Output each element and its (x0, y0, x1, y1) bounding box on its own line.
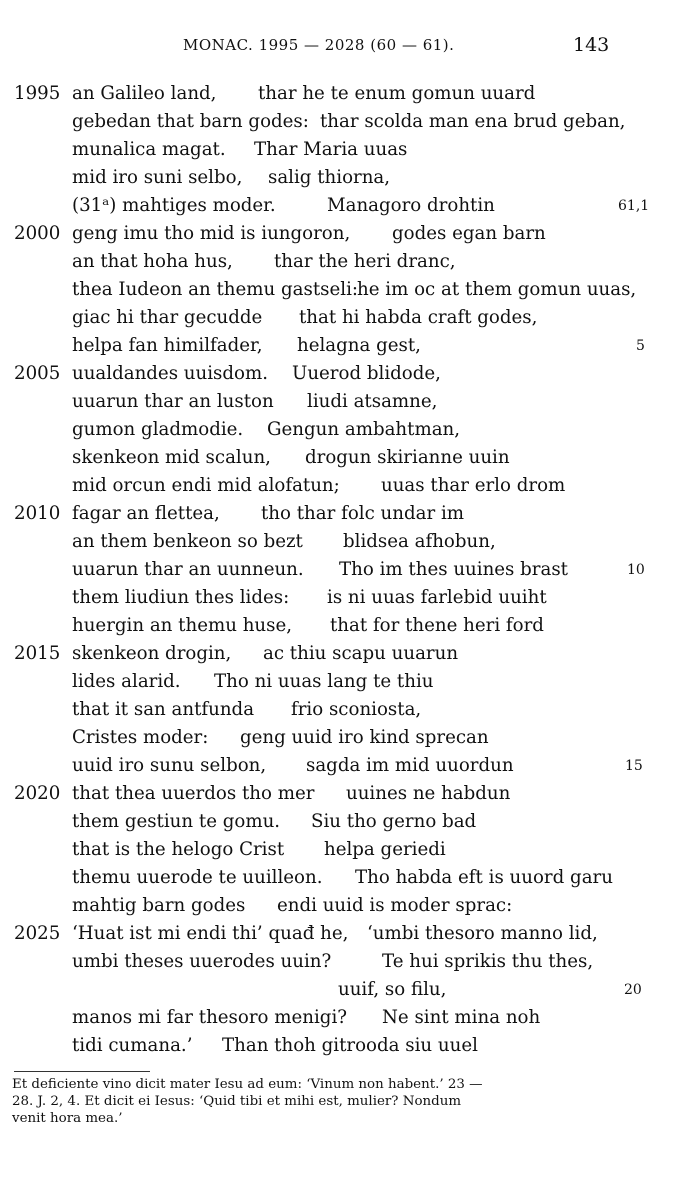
second-half-line: Te hui sprikis thu thes, (382, 951, 594, 972)
second-half-line: sagda im mid uuordun (306, 755, 514, 776)
page-number: 143 (573, 34, 610, 56)
first-half-line: skenkeon drogin, (72, 643, 232, 664)
second-half-line: uuif, so filu, (338, 979, 447, 1000)
verse-line (0, 472, 687, 500)
second-half-line: Uuerod blidode, (292, 363, 441, 384)
second-half-line: tho thar folc undar im (261, 503, 465, 524)
second-half-line: he im oc at them gomun uuas, (357, 279, 637, 300)
verse-line (0, 892, 687, 920)
first-half-line: umbi theses uuerodes uuin? (72, 951, 332, 972)
verse-line (0, 192, 687, 220)
margin-note: 15 (625, 758, 643, 774)
second-half-line: thar he te enum gomun uuard (258, 83, 536, 104)
second-half-line: Tho im thes uuines brast (339, 559, 568, 580)
verse-line (0, 304, 687, 332)
second-half-line: ‘umbi thesoro manno lid, (367, 923, 598, 944)
first-half-line: an Galileo land, (72, 83, 217, 104)
verse-line (0, 276, 687, 304)
first-half-line: mid iro suni selbo, (72, 167, 243, 188)
footnote-line: venit hora mea.’ (12, 1111, 123, 1126)
margin-note: 61,1 (618, 198, 650, 214)
footnote-line: Et deficiente vino dicit mater Iesu ad eum: ‘Vinum non habent.’ 23 — (12, 1077, 483, 1092)
verse-line (0, 220, 687, 248)
first-half-line: helpa fan himilfader, (72, 335, 263, 356)
second-half-line: thar the heri dranc, (274, 251, 456, 272)
second-half-line: Managoro drohtin (327, 195, 495, 216)
first-half-line: huergin an themu huse, (72, 615, 293, 636)
line-number: 2020 (14, 783, 61, 804)
first-half-line: (31ᵃ) mahtiges moder. (72, 195, 276, 216)
first-half-line: themu uuerode te uuilleon. (72, 867, 323, 888)
first-half-line: mahtig barn godes (72, 895, 246, 916)
second-half-line: godes egan barn (392, 223, 546, 244)
verse-line (0, 360, 687, 388)
first-half-line: lides alarid. (72, 671, 181, 692)
verse-line (0, 164, 687, 192)
first-half-line: munalica magat. (72, 139, 226, 160)
verse-line (0, 108, 687, 136)
second-half-line: blidsea afhobun, (343, 531, 496, 552)
line-number: 2010 (14, 503, 61, 524)
verse-line (0, 1032, 687, 1060)
second-half-line: salig thiorna, (268, 167, 391, 188)
first-half-line: uuarun thar an uunneun. (72, 559, 304, 580)
verse-line (0, 920, 687, 948)
verse-line (0, 696, 687, 724)
first-half-line: them gestiun te gomu. (72, 811, 281, 832)
verse-line (0, 80, 687, 108)
second-half-line: endi uuid is moder sprac: (277, 895, 513, 916)
first-half-line: manos mi far thesoro menigi? (72, 1007, 348, 1028)
first-half-line: mid orcun endi mid alofatun; (72, 475, 340, 496)
first-half-line: that it san antfunda (72, 699, 255, 720)
first-half-line: uualdandes uuisdom. (72, 363, 269, 384)
margin-note: 10 (627, 562, 645, 578)
first-half-line: that is the helogo Crist (72, 839, 285, 860)
first-half-line: geng imu tho mid is iungoron, (72, 223, 351, 244)
second-half-line: uuas thar erlo drom (381, 475, 566, 496)
line-number: 2015 (14, 643, 61, 664)
verse-line (0, 1004, 687, 1032)
line-number: 2000 (14, 223, 61, 244)
first-half-line: tidi cumana.’ (72, 1035, 193, 1056)
verse-line (0, 500, 687, 528)
second-half-line: Tho habda eft is uuord garu (355, 867, 613, 888)
first-half-line: an that hoha hus, (72, 251, 233, 272)
first-half-line: them liudiun thes lides: (72, 587, 290, 608)
second-half-line: Siu tho gerno bad (311, 811, 477, 832)
second-half-line: uuines ne habdun (346, 783, 511, 804)
line-number: 2005 (14, 363, 61, 384)
verse-line (0, 416, 687, 444)
second-half-line: frio sconiosta, (291, 699, 422, 720)
verse-line (0, 948, 687, 976)
verse-line (0, 444, 687, 472)
second-half-line: ac thiu scapu uuarun (263, 643, 459, 664)
page-header (0, 34, 687, 56)
second-half-line: that for thene heri ford (330, 615, 544, 636)
line-number: 2025 (14, 923, 61, 944)
second-half-line: liudi atsamne, (307, 391, 438, 412)
verse-line (0, 668, 687, 696)
first-half-line: Cristes moder: (72, 727, 209, 748)
verse-line (0, 332, 687, 360)
first-half-line: that thea uuerdos tho mer (72, 783, 315, 804)
footnote (12, 1076, 612, 1127)
verse-line (0, 136, 687, 164)
verse-line (0, 388, 687, 416)
second-half-line: Than thoh gitrooda siu uuel (222, 1035, 478, 1056)
first-half-line: giac hi thar gecudde (72, 307, 263, 328)
verse-line (0, 976, 687, 1004)
second-half-line: drogun skirianne uuin (305, 447, 510, 468)
second-half-line: is ni uuas farlebid uuiht (327, 587, 547, 608)
second-half-line: helpa geriedi (324, 839, 446, 860)
verse-line (0, 584, 687, 612)
second-half-line: that hi habda craft godes, (299, 307, 538, 328)
first-half-line: fagar an flettea, (72, 503, 220, 524)
first-half-line: thea Iudeon an themu gastseli: (72, 279, 359, 300)
verse-line (0, 864, 687, 892)
verse-line (0, 808, 687, 836)
second-half-line: helagna gest, (297, 335, 421, 356)
footnote-line: 28. J. 2, 4. Et dicit ei Iesus: ‘Quid tibi et mihi est, mulier? Nondum (12, 1094, 462, 1109)
second-half-line: Thar Maria uuas (254, 139, 408, 160)
verse-line (0, 752, 687, 780)
first-half-line: gumon gladmodie. (72, 419, 244, 440)
first-half-line: an them benkeon so bezt (72, 531, 303, 552)
verse-line (0, 836, 687, 864)
verse-line (0, 612, 687, 640)
verse-line (0, 248, 687, 276)
second-half-line: Tho ni uuas lang te thiu (214, 671, 434, 692)
second-half-line: geng uuid iro kind sprecan (240, 727, 489, 748)
second-half-line: Ne sint mina noh (382, 1007, 541, 1028)
first-half-line: gebedan that barn godes: (72, 111, 309, 132)
first-half-line: ‘Huat ist mi endi thi’ quađ he, (72, 923, 349, 944)
verse-line (0, 724, 687, 752)
verse-line (0, 556, 687, 584)
footnote-divider (14, 1071, 150, 1072)
second-half-line: Gengun ambahtman, (267, 419, 461, 440)
margin-note: 5 (636, 338, 645, 354)
running-head: MONAC. 1995 — 2028 (60 — 61). (183, 36, 455, 54)
first-half-line: uuarun thar an luston (72, 391, 274, 412)
verse-line (0, 780, 687, 808)
line-number: 1995 (14, 83, 61, 104)
verse-line (0, 528, 687, 556)
first-half-line: uuid iro sunu selbon, (72, 755, 267, 776)
second-half-line: thar scolda man ena brud geban, (320, 111, 626, 132)
margin-note: 20 (624, 982, 642, 998)
verse-line (0, 640, 687, 668)
first-half-line: skenkeon mid scalun, (72, 447, 271, 468)
